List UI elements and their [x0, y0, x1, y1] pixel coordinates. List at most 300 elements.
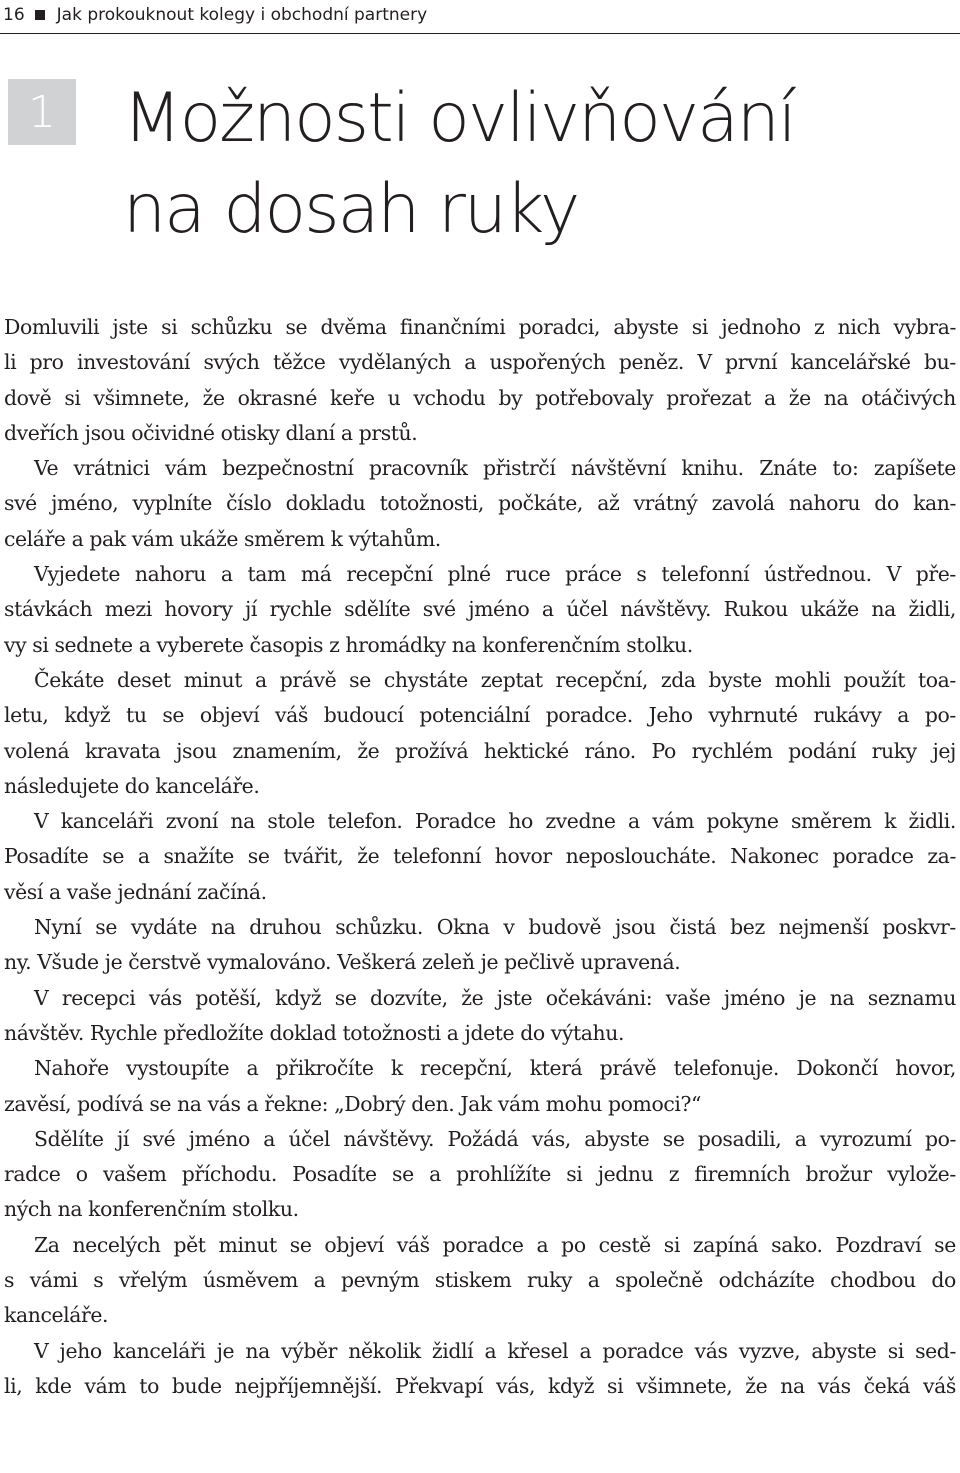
body-line	[4, 910, 956, 945]
word: že	[357, 738, 380, 763]
body-line	[4, 451, 956, 486]
body-line	[4, 1051, 956, 1086]
word: a	[429, 1162, 441, 1187]
word: rychle	[269, 597, 332, 622]
word: a	[794, 1126, 807, 1151]
chapter-title	[123, 73, 943, 255]
word: vašem	[102, 1162, 167, 1187]
word: a	[764, 385, 776, 410]
word: z	[668, 1162, 680, 1187]
word: příchodu.	[181, 1162, 277, 1187]
word: se	[162, 703, 185, 728]
word: na	[451, 632, 477, 657]
word: ho	[508, 809, 533, 834]
word: a	[446, 1020, 459, 1045]
word: Pozdraví	[835, 1232, 922, 1257]
word: dvěma	[320, 315, 387, 339]
word: jí	[117, 1126, 130, 1151]
body-line	[4, 345, 956, 380]
word: časopis	[249, 632, 324, 657]
word: číslo	[226, 491, 272, 516]
word: ruce	[505, 562, 551, 587]
word: Ve	[34, 456, 59, 481]
chapter-title-line-2: na dosah ruky	[123, 170, 579, 249]
word: vyplníte	[132, 491, 212, 516]
word: „Dobrý	[334, 1091, 406, 1116]
word: pevným	[340, 1268, 420, 1293]
word: znamením,	[232, 738, 342, 763]
word: a	[313, 1268, 326, 1293]
word: zvoní	[165, 809, 218, 834]
word: a	[627, 809, 640, 834]
word: a	[464, 350, 477, 375]
word: a	[484, 1338, 497, 1363]
word: bezpečnostní	[222, 456, 354, 481]
word: na	[823, 385, 849, 410]
word: nejmenší	[778, 915, 869, 940]
body-line	[4, 875, 956, 910]
word: totožnosti,	[379, 491, 484, 516]
word: hektické	[483, 738, 569, 763]
word: tu	[126, 703, 147, 728]
word: vchodu	[413, 385, 486, 410]
word: věsí	[4, 879, 43, 904]
word: toa-	[917, 667, 956, 692]
word: k	[884, 809, 897, 834]
word: hovory	[164, 597, 233, 622]
word: otáčivých	[861, 385, 956, 410]
word: a	[579, 1338, 592, 1363]
word: V	[697, 350, 712, 375]
word: návštěvy.	[620, 597, 712, 622]
word: se	[662, 1126, 685, 1151]
word: vám	[164, 456, 207, 481]
word: a	[137, 844, 150, 869]
word: se	[934, 1232, 956, 1257]
word: zeleň	[422, 950, 475, 975]
word: Posadíte	[4, 844, 89, 869]
word: schůzku.	[335, 915, 423, 940]
word: pak	[89, 526, 126, 551]
body-line	[4, 592, 956, 627]
word: vydáte	[130, 915, 198, 940]
word: že	[202, 385, 225, 410]
word: pečlivě	[504, 950, 575, 975]
body-line	[4, 1263, 956, 1298]
word: účel	[566, 597, 608, 622]
word: výtahu.	[550, 1020, 625, 1045]
word: recepční,	[555, 667, 648, 692]
word: upravená.	[580, 950, 681, 975]
word: počkáte,	[498, 491, 583, 516]
word: prohlížíte	[456, 1162, 551, 1187]
word: vystoupíte	[126, 1056, 230, 1081]
word: židlí	[431, 1338, 474, 1363]
word: bez	[730, 915, 765, 940]
word: se	[102, 844, 125, 869]
word: a	[71, 526, 84, 551]
word: Rukou	[723, 597, 788, 622]
word: jméno	[188, 1126, 250, 1151]
word: posadili,	[697, 1126, 782, 1151]
word: čeká	[863, 1373, 911, 1398]
word: vybra-	[893, 315, 956, 339]
word: práce	[565, 562, 622, 587]
word: začíná.	[196, 879, 267, 904]
word: vám	[131, 526, 174, 551]
word: přistrčí	[482, 456, 556, 481]
body-line	[4, 804, 956, 839]
word: vám	[497, 1091, 540, 1116]
word: směrem	[244, 526, 325, 551]
word: den.	[411, 1091, 455, 1116]
word: úsměvem	[202, 1268, 298, 1293]
word: se	[289, 1232, 312, 1257]
word: právě	[279, 667, 337, 692]
word: budově	[528, 915, 602, 940]
body-line	[4, 1369, 956, 1404]
body-line	[4, 769, 956, 804]
word: že	[461, 985, 484, 1010]
word: se	[349, 667, 371, 692]
word: očividné	[131, 420, 215, 445]
word: s	[93, 1268, 104, 1293]
word: to:	[832, 456, 859, 481]
word: Znáte	[759, 456, 817, 481]
word: vyhrnuté	[708, 703, 798, 728]
word: a	[541, 597, 554, 622]
word: brožur	[805, 1162, 872, 1187]
body-line	[4, 663, 956, 698]
word: jednu	[597, 1162, 654, 1187]
word: Domluvili	[4, 315, 100, 339]
word: Vyjedete	[34, 562, 120, 587]
word: recepční,	[420, 1056, 513, 1081]
word: na	[871, 597, 896, 622]
word: stávkách	[4, 597, 93, 622]
word: si	[64, 385, 81, 410]
word: vydělaných	[338, 350, 451, 375]
word: ukáže	[800, 597, 859, 622]
word: recepci	[61, 985, 136, 1010]
word: pět	[173, 1232, 206, 1257]
word: jméno,	[51, 491, 119, 516]
word: že	[745, 1373, 768, 1398]
word: to	[139, 1373, 159, 1398]
word: Po	[651, 738, 676, 763]
word: chodbou	[830, 1268, 916, 1293]
word: na	[210, 915, 236, 940]
word: dokladu	[285, 491, 366, 516]
word: mezi	[104, 597, 152, 622]
word: stole	[267, 809, 315, 834]
word: uspořených	[489, 350, 606, 375]
word: V	[34, 1338, 49, 1363]
word: Poradce	[414, 809, 496, 834]
word: právě	[599, 1056, 657, 1081]
word: Posadíte	[292, 1162, 377, 1187]
word: návštěv.	[4, 1020, 84, 1045]
word: schůzku	[190, 315, 273, 339]
word: vřelým	[118, 1268, 188, 1293]
word: byste	[708, 667, 762, 692]
word: v	[503, 915, 515, 940]
word: jí	[245, 597, 258, 622]
word: zvedne	[545, 809, 616, 834]
word: vylože-	[887, 1162, 956, 1187]
word: kan-	[913, 491, 956, 516]
word: se	[149, 1091, 172, 1116]
word: na	[230, 809, 255, 834]
word: hovor,	[895, 1056, 956, 1081]
word: několik	[348, 1338, 421, 1363]
word: vaše	[66, 879, 112, 904]
word: abyste	[811, 1338, 877, 1363]
header-rule	[0, 33, 960, 34]
word: první	[725, 350, 778, 375]
word: V	[886, 562, 901, 587]
word: hovor	[494, 844, 552, 869]
word: si	[663, 1232, 680, 1257]
word: všimnete,	[93, 385, 190, 410]
word: vyberete	[156, 632, 244, 657]
word: dlaní	[285, 420, 335, 445]
word: nich	[837, 315, 881, 339]
word: kravata	[84, 738, 161, 763]
word: kde	[35, 1373, 72, 1398]
word: se	[95, 915, 118, 940]
word: je	[104, 950, 123, 975]
word: u	[387, 385, 401, 410]
body-line	[4, 734, 956, 769]
word: poskvr-	[882, 915, 956, 940]
word: tam	[247, 562, 286, 587]
word: potřebovaly	[535, 385, 654, 410]
word: na	[829, 985, 855, 1010]
word: nejpříjemnější.	[234, 1373, 383, 1398]
word: finančními	[399, 315, 506, 339]
word: telefonní	[393, 844, 481, 869]
page-number: 16	[3, 5, 25, 25]
word: poradce.	[545, 703, 633, 728]
word: poradci,	[518, 315, 601, 339]
word: vás	[817, 1373, 851, 1398]
word: Požádá	[447, 1126, 519, 1151]
word: poradce	[442, 1232, 524, 1257]
word: sednete	[54, 632, 133, 657]
square-bullet-icon	[35, 10, 45, 20]
word: následujete	[4, 773, 119, 798]
word: Všude	[37, 950, 99, 975]
word: telefonuje.	[673, 1056, 779, 1081]
word: jste	[112, 315, 148, 339]
word: minut	[183, 667, 243, 692]
word: dveřích	[4, 420, 79, 445]
word: kanceláři	[112, 1338, 206, 1363]
word: jméno	[723, 985, 786, 1010]
word: totožnosti	[342, 1020, 441, 1045]
word: pracovník	[368, 456, 468, 481]
word: vaše	[665, 985, 711, 1010]
word: si	[607, 1373, 624, 1398]
word: vymalováno.	[206, 950, 332, 975]
word: nahoru	[788, 491, 861, 516]
word: na	[780, 1373, 805, 1398]
word: minut	[218, 1232, 277, 1257]
word: rychlém	[691, 738, 773, 763]
word: zapíšete	[873, 456, 956, 481]
word: snažíte	[163, 844, 234, 869]
word: rukávy	[813, 703, 882, 728]
body-line	[4, 1087, 956, 1122]
word: ruky	[527, 1268, 573, 1293]
word: společně	[615, 1268, 703, 1293]
word: seznamu	[867, 985, 956, 1010]
word: až	[597, 491, 620, 516]
body-line	[4, 1157, 956, 1192]
word: z	[813, 315, 825, 339]
word: Za	[34, 1232, 60, 1257]
word: plné	[447, 562, 491, 587]
word: zavolá	[711, 491, 775, 516]
word: knihu.	[681, 456, 744, 481]
word: k	[330, 526, 343, 551]
body-line	[4, 628, 956, 663]
word: sed-	[915, 1338, 956, 1363]
body-line	[4, 381, 956, 416]
word: Veškerá	[337, 950, 417, 975]
word: je	[798, 985, 817, 1010]
word: dově	[4, 385, 52, 410]
word: že	[788, 385, 811, 410]
word: jsou	[176, 738, 217, 763]
word: Rychle	[89, 1020, 158, 1045]
word: se	[247, 844, 270, 869]
word: deset	[116, 667, 171, 692]
word: cestě	[598, 1232, 651, 1257]
word: se	[334, 985, 357, 1010]
word: se	[285, 315, 308, 339]
word: stolku.	[232, 1197, 299, 1222]
word: a	[255, 667, 267, 692]
word: Nakonec	[730, 844, 819, 869]
word: vás	[207, 1091, 241, 1116]
word: jméno	[468, 597, 530, 622]
word: účel	[288, 1126, 330, 1151]
word: vás,	[496, 1373, 536, 1398]
word: ústřednou.	[764, 562, 872, 587]
word: chystáte	[383, 667, 468, 692]
body-line	[4, 416, 956, 451]
word: Překvapí	[395, 1373, 484, 1398]
word: jsou	[615, 915, 656, 940]
body-line	[4, 486, 956, 521]
word: vám	[84, 1373, 127, 1398]
word: jste	[496, 985, 533, 1010]
word: jeho	[59, 1338, 102, 1363]
running-head-title: Jak prokouknout kolegy i obchodní partnery	[56, 5, 428, 25]
word: má	[300, 562, 332, 587]
word: a	[48, 879, 61, 904]
word: když	[275, 985, 322, 1010]
word: prožívá	[395, 738, 469, 763]
body-line	[4, 698, 956, 733]
word: váš	[396, 1232, 430, 1257]
word: a	[263, 1126, 276, 1151]
word: ráno.	[584, 738, 636, 763]
word: po-	[924, 1126, 956, 1151]
word: kancelářské	[790, 350, 911, 375]
word: stolku.	[626, 632, 693, 657]
word: své	[422, 597, 456, 622]
word: si	[161, 315, 178, 339]
word: okrasné	[237, 385, 318, 410]
word: Dokončí	[796, 1056, 878, 1081]
word: do	[874, 491, 899, 516]
word: potěší,	[195, 985, 262, 1010]
word: a	[246, 1091, 259, 1116]
word: jsou	[84, 420, 126, 445]
word: potenciální	[419, 703, 530, 728]
word: když	[547, 1373, 595, 1398]
word: vy	[4, 632, 27, 657]
word: vás,	[531, 1126, 571, 1151]
word: si	[887, 1338, 904, 1363]
body-line	[4, 981, 956, 1016]
word: stiskem	[434, 1268, 512, 1293]
word: na	[57, 1197, 83, 1222]
word: o	[75, 1162, 88, 1187]
word: abyste	[613, 315, 679, 339]
word: sako.	[771, 1232, 823, 1257]
word: že	[357, 844, 380, 869]
word: čistá	[669, 915, 717, 940]
word: pokyne	[706, 809, 779, 834]
word: abyste	[584, 1126, 650, 1151]
word: investování	[76, 350, 191, 375]
chapter-number-box	[8, 79, 76, 145]
word: s	[636, 562, 647, 587]
body-line	[4, 839, 956, 874]
word: po-	[924, 703, 956, 728]
word: pře-	[915, 562, 956, 587]
word: za-	[927, 844, 956, 869]
word: na	[177, 1091, 202, 1116]
word: jej	[932, 738, 956, 763]
word: vám	[652, 809, 695, 834]
word: svých	[203, 350, 260, 375]
word: Jak	[460, 1091, 492, 1116]
chapter-title-line-1: Možnosti ovlivňování	[123, 79, 795, 158]
word: Sdělíte	[34, 1126, 104, 1151]
word: a	[536, 1232, 549, 1257]
word: a	[587, 1268, 600, 1293]
word: s	[4, 1268, 15, 1293]
word: podívá	[77, 1091, 144, 1116]
word: očekáváni:	[545, 985, 653, 1010]
word: je	[480, 950, 499, 975]
word: mohu	[545, 1091, 602, 1116]
word: do	[520, 1020, 545, 1045]
word: druhou	[249, 915, 322, 940]
word: podání	[788, 738, 856, 763]
word: peněz.	[618, 350, 684, 375]
word: necelých	[72, 1232, 161, 1257]
word: těžce	[272, 350, 326, 375]
word: čerstvě	[128, 950, 201, 975]
word: by	[498, 385, 523, 410]
word: vrátnici	[73, 456, 150, 481]
